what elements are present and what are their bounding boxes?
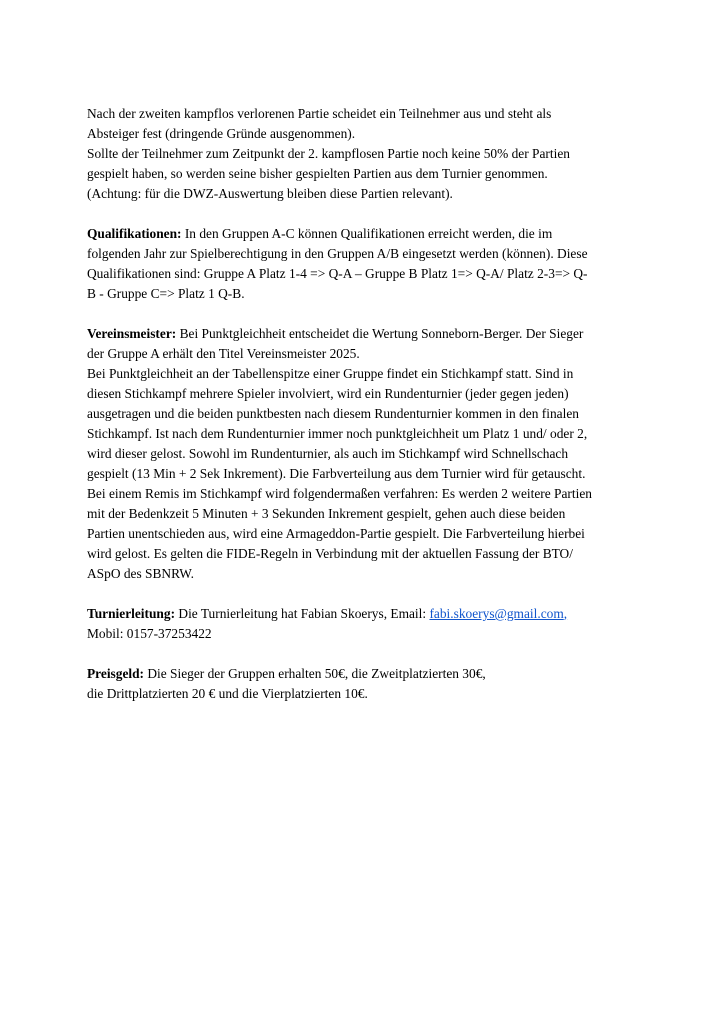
vereinsmeister-line: der Gruppe A erhält den Titel Vereinsmeister 2025.	[87, 346, 360, 361]
vereinsmeister-line: Bei Punktgleichheit an der Tabellenspitze einer Gruppe findet ein Stichkampf statt. Sind in	[87, 366, 574, 381]
paragraph-spacer	[87, 204, 647, 224]
vereinsmeister-line: wird dieser gelost. Sowohl im Rundenturnier, als auch im Stichkampf wird Schnellschach	[87, 446, 569, 461]
qualifikationen-line: B - Gruppe C=> Platz 1 Q-B.	[87, 286, 245, 301]
paragraph-spacer	[87, 304, 647, 324]
vereinsmeister-first-line	[87, 324, 647, 344]
intro-paragraph	[87, 104, 647, 204]
vereinsmeister-line: ASpO des SBNRW.	[87, 566, 195, 581]
preisgeld-second-line: die Drittplatzierten 20 € und die Vierplatzierten 10€.	[87, 686, 368, 701]
document-body	[87, 104, 647, 704]
vereinsmeister-heading: Vereinsmeister:	[87, 326, 177, 341]
preisgeld-first-line-text: Die Sieger der Gruppen erhalten 50€, die Zweitplatzierten 30€,	[144, 666, 486, 681]
vereinsmeister-line: gespielt (13 Min + 2 Sek Inkrement). Die Farbverteilung aus dem Turnier wird für getauscht.	[87, 466, 586, 481]
intro-line: Absteiger fest (dringende Gründe ausgenommen).	[87, 126, 356, 141]
preisgeld-first-line	[87, 664, 647, 684]
preisgeld-paragraph	[87, 664, 647, 704]
turnierleitung-first-line	[87, 604, 647, 624]
vereinsmeister-line: mit der Bedenkzeit 5 Minuten + 3 Sekunden Inkrement gespielt, gehen auch diese beiden	[87, 506, 566, 521]
vereinsmeister-line: ausgetragen und die beiden punktbesten nach diesem Rundenturnier kommen in den finalen	[87, 406, 579, 421]
email-link[interactable]: fabi.skoerys@gmail.com	[429, 606, 564, 621]
qualifikationen-line: folgenden Jahr zur Spielberechtigung in den Gruppen A/B eingesetzt werden (können). Diese	[87, 246, 588, 261]
paragraph-spacer	[87, 644, 647, 664]
vereinsmeister-line: Bei einem Remis im Stichkampf wird folgendermaßen verfahren: Es werden 2 weitere Partien	[87, 486, 592, 501]
qualifikationen-heading: Qualifikationen:	[87, 226, 182, 241]
vereinsmeister-line: diesen Stichkampf mehrere Spieler involviert, wird ein Rundenturnier (jeder gegen jeden)	[87, 386, 569, 401]
mobile-line: Mobil: 0157-37253422	[87, 626, 212, 641]
turnierleitung-paragraph	[87, 604, 647, 644]
qualifikationen-paragraph	[87, 224, 647, 304]
preisgeld-heading: Preisgeld:	[87, 666, 145, 681]
qualifikationen-line: Qualifikationen sind: Gruppe A Platz 1-4 => Q-A – Gruppe B Platz 1=> Q-A/ Platz 2-3=> Q-	[87, 266, 588, 281]
vereinsmeister-line: Partien unentschieden aus, wird eine Armageddon-Partie gespielt. Die Farbverteilung hierbei	[87, 526, 585, 541]
intro-line: gespielt haben, so werden seine bisher gespielten Partien aus dem Turnier genommen.	[87, 166, 548, 181]
intro-line: Nach der zweiten kampflos verlorenen Partie scheidet ein Teilnehmer aus und steht als	[87, 106, 552, 121]
vereinsmeister-paragraph	[87, 324, 647, 584]
qualifikationen-first-line	[87, 224, 647, 244]
vereinsmeister-line: wird gelost. Es gelten die FIDE-Regeln in Verbindung mit der aktuellen Fassung der BTO/	[87, 546, 573, 561]
turnierleitung-heading: Turnierleitung:	[87, 606, 176, 621]
paragraph-spacer	[87, 584, 647, 604]
intro-line: (Achtung: für die DWZ-Auswertung bleiben diese Partien relevant).	[87, 186, 453, 201]
intro-line: Sollte der Teilnehmer zum Zeitpunkt der 2. kampflosen Partie noch keine 50% der Partien	[87, 146, 570, 161]
vereinsmeister-first-line-text: Bei Punktgleichheit entscheidet die Wertung Sonneborn-Berger. Der Sieger	[176, 326, 584, 341]
email-trailing-comma: ,	[563, 606, 568, 621]
qualifikationen-first-line-text: In den Gruppen A-C können Qualifikationen erreicht werden, die im	[181, 226, 553, 241]
turnierleitung-text: Die Turnierleitung hat Fabian Skoerys, Email:	[175, 606, 430, 621]
vereinsmeister-line: Stichkampf. Ist nach dem Rundenturnier immer noch punktgleichheit um Platz 1 und/ oder 2,	[87, 426, 588, 441]
